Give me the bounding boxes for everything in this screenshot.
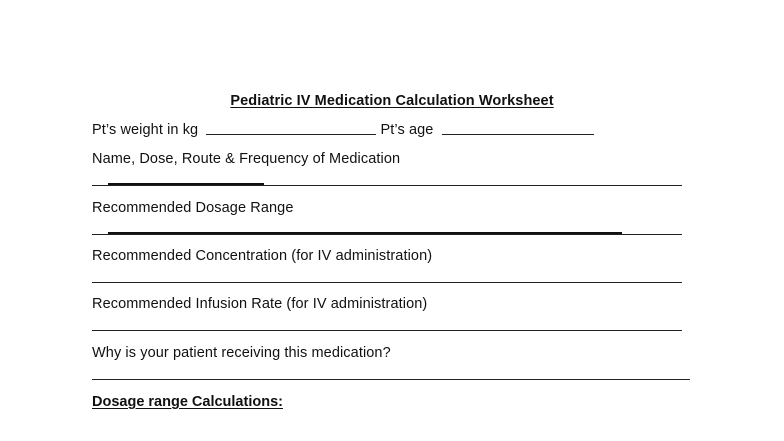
- field-medication-blank[interactable]: [92, 185, 682, 186]
- field-reason-label: Why is your patient receiving this medication?: [92, 345, 391, 361]
- field-dosage-range-blank-emphasis: [108, 232, 622, 234]
- field-infusion-rate-label: Recommended Infusion Rate (for IV administration): [92, 296, 428, 312]
- weight-blank[interactable]: [206, 134, 376, 135]
- field-infusion-rate-blank[interactable]: [92, 330, 682, 331]
- field-dosage-range-label: Recommended Dosage Range: [92, 200, 294, 216]
- field-reason-blank[interactable]: [92, 379, 690, 380]
- field-medication-label: Name, Dose, Route & Frequency of Medication: [92, 151, 401, 167]
- field-dosage-range-blank[interactable]: [92, 234, 682, 235]
- field-concentration-blank[interactable]: [92, 282, 682, 283]
- weight-age-row: [92, 122, 594, 138]
- weight-label: Pt’s weight in kg: [92, 122, 199, 138]
- field-medication-blank-emphasis: [108, 183, 264, 185]
- dosage-calculations-heading: Dosage range Calculations:: [92, 394, 283, 410]
- age-label: Pt’s age: [380, 122, 434, 138]
- field-concentration-label: Recommended Concentration (for IV administration): [92, 248, 433, 264]
- age-blank[interactable]: [442, 134, 594, 135]
- worksheet-title: Pediatric IV Medication Calculation Worksheet: [230, 93, 554, 109]
